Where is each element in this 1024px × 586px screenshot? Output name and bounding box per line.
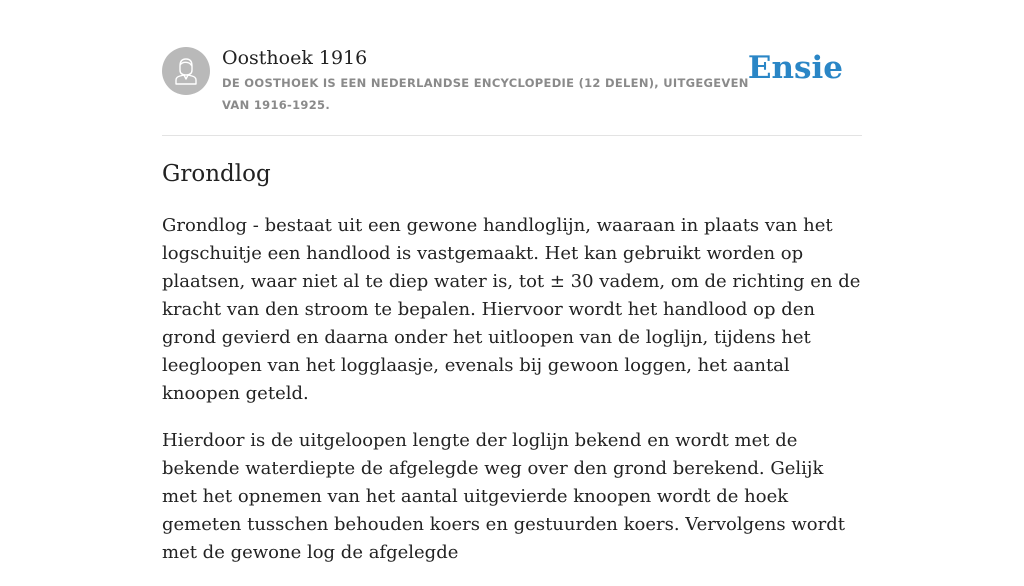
article-paragraph: Hierdoor is de uitgeloopen lengte der loglijn bekend en wordt met de bekende waterdiepte de afgelegde weg over den grond berekend. Gelijk met het opnemen van het aantal uitgevierde knoopen wordt de hoek gemeten tusschen behouden koers en gestuurden koers. Vervolgens wordt met de gewone log de afgelegde	[162, 430, 845, 563]
avatar[interactable]	[162, 47, 210, 95]
user-icon	[162, 47, 210, 95]
article-paragraph: Grondlog - bestaat uit een gewone handloglijn, waaraan in plaats van het logschuitje een handlood is vastgemaakt. Het kan gebruikt worden op plaatsen, waar niet al te diep water is, tot ± 30 vadem, om de richting en de kracht van den stroom te bepalen. Hiervoor wordt het handlood op den grond gevierd en daarna onder het uitloopen van de loglijn, tijdens het leegloopen van het logglaasje, evenals bij gewoon loggen, het aantal knoopen geteld.	[162, 215, 861, 404]
source-header	[162, 40, 862, 136]
source-title[interactable]: Oosthoek 1916	[222, 47, 368, 69]
article-title: Grondlog	[162, 161, 271, 187]
article-body	[162, 212, 862, 586]
source-description: DE OOSTHOEK IS EEN NEDERLANDSE ENCYCLOPEDIE (12 DELEN), UITGEGEVEN VAN 1916-1925.	[222, 76, 749, 112]
header-divider	[162, 135, 862, 136]
brand-logo[interactable]: Ensie	[747, 50, 843, 86]
